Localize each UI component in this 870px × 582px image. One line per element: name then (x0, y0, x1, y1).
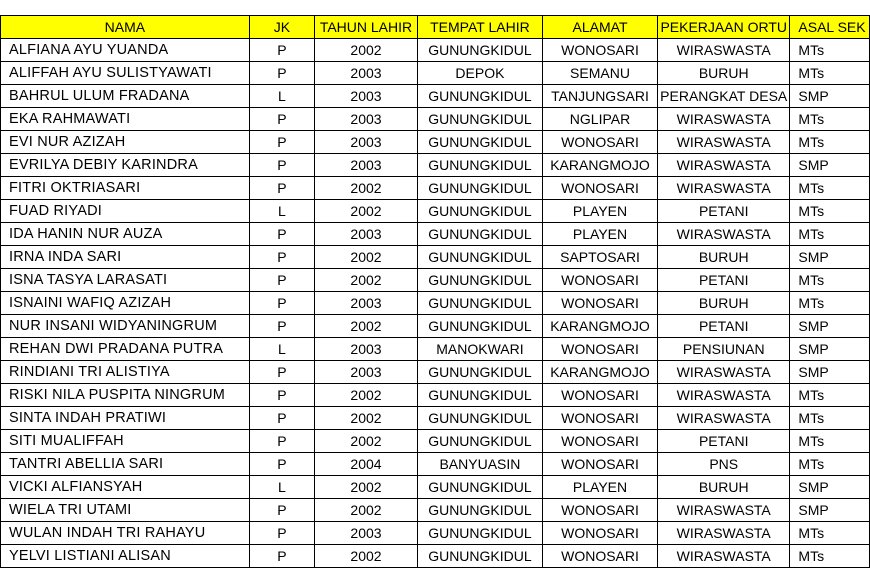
cell-pekerjaan-ortu[interactable]: PETANI (658, 200, 790, 223)
cell-tahun-lahir[interactable]: 2004 (315, 453, 418, 476)
cell-tempat-lahir[interactable]: GUNUNGKIDUL (417, 476, 542, 499)
cell-jk[interactable]: P (249, 545, 314, 568)
cell-nama[interactable]: WULAN INDAH TRI RAHAYU (1, 522, 250, 545)
cell-asal-sekolah[interactable]: SMP (790, 85, 870, 108)
cell-tahun-lahir[interactable]: 2002 (315, 246, 418, 269)
cell-jk[interactable]: P (249, 361, 314, 384)
cell-nama[interactable]: SITI MUALIFFAH (1, 430, 250, 453)
cell-tahun-lahir[interactable]: 2003 (315, 108, 418, 131)
table-row (1, 200, 870, 223)
cell-tempat-lahir[interactable]: GUNUNGKIDUL (417, 85, 542, 108)
cell-alamat[interactable]: WONOSARI (543, 522, 658, 545)
cell-tempat-lahir[interactable]: GUNUNGKIDUL (417, 430, 542, 453)
cell-pekerjaan-ortu[interactable]: PENSIUNAN (658, 338, 790, 361)
cell-jk[interactable]: P (249, 407, 314, 430)
table-row (1, 292, 870, 315)
cell-tempat-lahir[interactable]: DEPOK (417, 62, 542, 85)
cell-tahun-lahir[interactable]: 2002 (315, 407, 418, 430)
cell-nama[interactable]: RISKI NILA PUSPITA NINGRUM (1, 384, 250, 407)
table-row (1, 476, 870, 499)
cell-tempat-lahir[interactable]: GUNUNGKIDUL (417, 108, 542, 131)
cell-tahun-lahir[interactable]: 2002 (315, 384, 418, 407)
cell-jk[interactable]: L (249, 200, 314, 223)
cell-tempat-lahir[interactable]: MANOKWARI (417, 338, 542, 361)
table-row (1, 85, 870, 108)
cell-pekerjaan-ortu[interactable]: PETANI (658, 315, 790, 338)
cell-tahun-lahir[interactable]: 2003 (315, 223, 418, 246)
cell-alamat[interactable]: WONOSARI (543, 39, 658, 62)
table-row (1, 384, 870, 407)
cell-asal-sekolah[interactable]: MTs (790, 39, 870, 62)
table-row (1, 315, 870, 338)
cell-tahun-lahir[interactable]: 2003 (315, 154, 418, 177)
cell-alamat[interactable]: KARANGMOJO (543, 361, 658, 384)
header-tempat-lahir[interactable]: TEMPAT LAHIR (417, 16, 542, 39)
cell-pekerjaan-ortu[interactable]: BURUH (658, 292, 790, 315)
cell-jk[interactable]: P (249, 499, 314, 522)
cell-asal-sekolah[interactable]: SMP (790, 154, 870, 177)
cell-alamat[interactable]: WONOSARI (543, 545, 658, 568)
cell-tahun-lahir[interactable]: 2003 (315, 338, 418, 361)
cell-tempat-lahir[interactable]: GUNUNGKIDUL (417, 499, 542, 522)
cell-jk[interactable]: P (249, 39, 314, 62)
cell-alamat[interactable]: WONOSARI (543, 407, 658, 430)
cell-alamat[interactable]: TANJUNGSARI (543, 85, 658, 108)
cell-jk[interactable]: P (249, 108, 314, 131)
cell-nama[interactable]: RINDIANI TRI ALISTIYA (1, 361, 250, 384)
cell-alamat[interactable]: PLAYEN (543, 223, 658, 246)
cell-tahun-lahir[interactable]: 2002 (315, 499, 418, 522)
cell-nama[interactable]: BAHRUL ULUM FRADANA (1, 85, 250, 108)
cell-nama[interactable]: VICKI ALFIANSYAH (1, 476, 250, 499)
cell-asal-sekolah[interactable]: MTs (790, 384, 870, 407)
cell-asal-sekolah[interactable]: MTs (790, 522, 870, 545)
cell-tempat-lahir[interactable]: GUNUNGKIDUL (417, 292, 542, 315)
cell-tempat-lahir[interactable]: GUNUNGKIDUL (417, 269, 542, 292)
cell-pekerjaan-ortu[interactable]: WIRASWASTA (658, 154, 790, 177)
table-row (1, 499, 870, 522)
cell-alamat[interactable]: PLAYEN (543, 476, 658, 499)
cell-tempat-lahir[interactable]: GUNUNGKIDUL (417, 522, 542, 545)
cell-jk[interactable]: P (249, 62, 314, 85)
cell-jk[interactable]: P (249, 177, 314, 200)
cell-alamat[interactable]: WONOSARI (543, 338, 658, 361)
cell-tempat-lahir[interactable]: GUNUNGKIDUL (417, 154, 542, 177)
cell-nama[interactable]: TANTRI ABELLIA SARI (1, 453, 250, 476)
table-row (1, 407, 870, 430)
cell-tahun-lahir[interactable]: 2003 (315, 292, 418, 315)
cell-tempat-lahir[interactable]: GUNUNGKIDUL (417, 407, 542, 430)
header-nama[interactable]: NAMA (1, 16, 250, 39)
table-row (1, 108, 870, 131)
table-row (1, 177, 870, 200)
cell-tahun-lahir[interactable]: 2003 (315, 131, 418, 154)
cell-nama[interactable]: REHAN DWI PRADANA PUTRA (1, 338, 250, 361)
cell-nama[interactable]: YELVI LISTIANI ALISAN (1, 545, 250, 568)
cell-pekerjaan-ortu[interactable]: PNS (658, 453, 790, 476)
cell-asal-sekolah[interactable]: SMP (790, 476, 870, 499)
cell-pekerjaan-ortu[interactable]: WIRASWASTA (658, 108, 790, 131)
cell-tahun-lahir[interactable]: 2003 (315, 522, 418, 545)
cell-nama[interactable]: ALIFFAH AYU SULISTYAWATI (1, 62, 250, 85)
cell-tahun-lahir[interactable]: 2002 (315, 315, 418, 338)
table-row (1, 246, 870, 269)
cell-tahun-lahir[interactable]: 2002 (315, 200, 418, 223)
cell-asal-sekolah[interactable]: MTs (790, 407, 870, 430)
header-asal-sekolah[interactable]: ASAL SEK (790, 16, 870, 39)
table-row (1, 522, 870, 545)
table-row (1, 338, 870, 361)
cell-jk[interactable]: P (249, 223, 314, 246)
cell-jk[interactable]: P (249, 315, 314, 338)
cell-alamat[interactable]: NGLIPAR (543, 108, 658, 131)
cell-jk[interactable]: P (249, 522, 314, 545)
cell-tempat-lahir[interactable]: GUNUNGKIDUL (417, 246, 542, 269)
cell-jk[interactable]: P (249, 292, 314, 315)
cell-pekerjaan-ortu[interactable]: BURUH (658, 476, 790, 499)
cell-pekerjaan-ortu[interactable]: WIRASWASTA (658, 39, 790, 62)
header-alamat[interactable]: ALAMAT (543, 16, 658, 39)
cell-nama[interactable]: IDA HANIN NUR AUZA (1, 223, 250, 246)
cell-pekerjaan-ortu[interactable]: WIRASWASTA (658, 407, 790, 430)
cell-asal-sekolah[interactable]: SMP (790, 499, 870, 522)
cell-alamat[interactable]: WONOSARI (543, 453, 658, 476)
cell-asal-sekolah[interactable]: SMP (790, 315, 870, 338)
table-row (1, 545, 870, 568)
cell-tempat-lahir[interactable]: GUNUNGKIDUL (417, 361, 542, 384)
cell-asal-sekolah[interactable]: SMP (790, 361, 870, 384)
cell-asal-sekolah[interactable]: MTs (790, 545, 870, 568)
cell-asal-sekolah[interactable]: SMP (790, 338, 870, 361)
table-row (1, 39, 870, 62)
cell-tempat-lahir[interactable]: GUNUNGKIDUL (417, 177, 542, 200)
cell-nama[interactable]: ISNA TASYA LARASATI (1, 269, 250, 292)
cell-pekerjaan-ortu[interactable]: BURUH (658, 246, 790, 269)
header-jk[interactable]: JK (249, 16, 314, 39)
cell-asal-sekolah[interactable]: MTs (790, 269, 870, 292)
cell-asal-sekolah[interactable]: MTs (790, 200, 870, 223)
cell-pekerjaan-ortu[interactable]: WIRASWASTA (658, 223, 790, 246)
cell-nama[interactable]: WIELA TRI UTAMI (1, 499, 250, 522)
cell-alamat[interactable]: WONOSARI (543, 177, 658, 200)
cell-nama[interactable]: IRNA INDA SARI (1, 246, 250, 269)
table-row (1, 269, 870, 292)
cell-alamat[interactable]: SAPTOSARI (543, 246, 658, 269)
cell-alamat[interactable]: WONOSARI (543, 292, 658, 315)
cell-nama[interactable]: ALFIANA AYU YUANDA (1, 39, 250, 62)
cell-pekerjaan-ortu[interactable]: WIRASWASTA (658, 177, 790, 200)
cell-jk[interactable]: P (249, 154, 314, 177)
student-data-table (0, 15, 870, 568)
cell-tahun-lahir[interactable]: 2002 (315, 39, 418, 62)
cell-nama[interactable]: FITRI OKTRIASARI (1, 177, 250, 200)
cell-tempat-lahir[interactable]: GUNUNGKIDUL (417, 315, 542, 338)
cell-alamat[interactable]: WONOSARI (543, 499, 658, 522)
table-row (1, 453, 870, 476)
cell-tempat-lahir[interactable]: GUNUNGKIDUL (417, 131, 542, 154)
cell-pekerjaan-ortu[interactable]: PETANI (658, 430, 790, 453)
cell-asal-sekolah[interactable]: MTs (790, 62, 870, 85)
cell-alamat[interactable]: WONOSARI (543, 269, 658, 292)
cell-jk[interactable]: P (249, 430, 314, 453)
cell-jk[interactable]: P (249, 384, 314, 407)
cell-tempat-lahir[interactable]: GUNUNGKIDUL (417, 200, 542, 223)
cell-tahun-lahir[interactable]: 2003 (315, 85, 418, 108)
cell-alamat[interactable]: PLAYEN (543, 200, 658, 223)
cell-tahun-lahir[interactable]: 2002 (315, 177, 418, 200)
cell-tahun-lahir[interactable]: 2002 (315, 430, 418, 453)
cell-pekerjaan-ortu[interactable]: WIRASWASTA (658, 522, 790, 545)
cell-tempat-lahir[interactable]: GUNUNGKIDUL (417, 545, 542, 568)
cell-nama[interactable]: EKA RAHMAWATI (1, 108, 250, 131)
cell-asal-sekolah[interactable]: SMP (790, 246, 870, 269)
cell-alamat[interactable]: SEMANU (543, 62, 658, 85)
cell-asal-sekolah[interactable]: MTs (790, 223, 870, 246)
cell-jk[interactable]: L (249, 338, 314, 361)
cell-tahun-lahir[interactable]: 2002 (315, 476, 418, 499)
table-row (1, 430, 870, 453)
table-row (1, 361, 870, 384)
cell-asal-sekolah[interactable]: MTs (790, 108, 870, 131)
cell-nama[interactable]: ISNAINI WAFIQ AZIZAH (1, 292, 250, 315)
cell-jk[interactable]: P (249, 269, 314, 292)
cell-tempat-lahir[interactable]: GUNUNGKIDUL (417, 384, 542, 407)
cell-alamat[interactable]: KARANGMOJO (543, 154, 658, 177)
header-tahun-lahir[interactable]: TAHUN LAHIR (315, 16, 418, 39)
cell-asal-sekolah[interactable]: MTs (790, 131, 870, 154)
table-row (1, 154, 870, 177)
cell-tahun-lahir[interactable]: 2002 (315, 269, 418, 292)
cell-jk[interactable]: P (249, 131, 314, 154)
cell-pekerjaan-ortu[interactable]: WIRASWASTA (658, 131, 790, 154)
cell-tempat-lahir[interactable]: GUNUNGKIDUL (417, 223, 542, 246)
cell-asal-sekolah[interactable]: MTs (790, 292, 870, 315)
cell-nama[interactable]: EVRILYA DEBIY KARINDRA (1, 154, 250, 177)
cell-alamat[interactable]: KARANGMOJO (543, 315, 658, 338)
cell-pekerjaan-ortu[interactable]: WIRASWASTA (658, 361, 790, 384)
cell-pekerjaan-ortu[interactable]: PETANI (658, 269, 790, 292)
cell-tahun-lahir[interactable]: 2002 (315, 545, 418, 568)
table-row (1, 223, 870, 246)
cell-jk[interactable]: L (249, 476, 314, 499)
cell-pekerjaan-ortu[interactable]: WIRASWASTA (658, 545, 790, 568)
header-pekerjaan-ortu[interactable]: PEKERJAAN ORTU (658, 16, 790, 39)
cell-nama[interactable]: SINTA INDAH PRATIWI (1, 407, 250, 430)
header-row (1, 16, 870, 39)
cell-pekerjaan-ortu[interactable]: WIRASWASTA (658, 384, 790, 407)
cell-tahun-lahir[interactable]: 2003 (315, 62, 418, 85)
cell-alamat[interactable]: WONOSARI (543, 430, 658, 453)
cell-pekerjaan-ortu[interactable]: BURUH (658, 62, 790, 85)
cell-tahun-lahir[interactable]: 2003 (315, 361, 418, 384)
cell-nama[interactable]: FUAD RIYADI (1, 200, 250, 223)
cell-pekerjaan-ortu[interactable]: PERANGKAT DESA (658, 85, 790, 108)
cell-alamat[interactable]: WONOSARI (543, 131, 658, 154)
cell-jk[interactable]: P (249, 453, 314, 476)
cell-alamat[interactable]: WONOSARI (543, 384, 658, 407)
cell-asal-sekolah[interactable]: MTs (790, 430, 870, 453)
cell-tempat-lahir[interactable]: BANYUASIN (417, 453, 542, 476)
cell-tempat-lahir[interactable]: GUNUNGKIDUL (417, 39, 542, 62)
table-row (1, 62, 870, 85)
cell-nama[interactable]: EVI NUR AZIZAH (1, 131, 250, 154)
cell-asal-sekolah[interactable]: MTs (790, 177, 870, 200)
table-row (1, 131, 870, 154)
cell-asal-sekolah[interactable]: MTs (790, 453, 870, 476)
cell-jk[interactable]: P (249, 246, 314, 269)
cell-jk[interactable]: L (249, 85, 314, 108)
cell-pekerjaan-ortu[interactable]: WIRASWASTA (658, 499, 790, 522)
cell-nama[interactable]: NUR INSANI WIDYANINGRUM (1, 315, 250, 338)
